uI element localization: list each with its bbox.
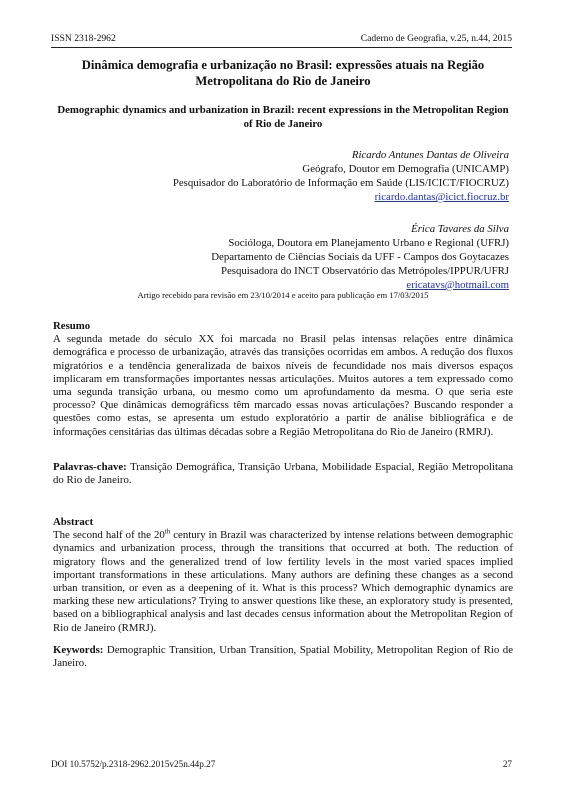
abstract-text-start: The second half of the 20 <box>53 529 165 542</box>
abstract-superscript: th <box>164 527 171 536</box>
running-header <box>51 33 512 45</box>
author-name: Érica Tavares da Silva <box>411 223 509 235</box>
title-portuguese: Dinâmica demografia e urbanização no Brasil: expressões atuais na Região Metropolitana do Rio de Janeiro <box>81 58 485 88</box>
author-name: Ricardo Antunes Dantas de Oliveira <box>351 149 509 161</box>
palavras-chave-text: Transição Demográfica, Transição Urbana, Mobilidade Espacial, Região Metropolitana do Rio de Janeiro. <box>53 461 513 487</box>
keywords-label: Keywords: <box>53 644 104 656</box>
palavras-chave-section <box>53 461 513 487</box>
page-footer <box>51 758 512 770</box>
author-affiliation: Socióloga, Doutora em Planejamento Urbano e Regional (UFRJ) <box>228 237 509 249</box>
resumo-section <box>53 320 513 439</box>
author-block-1 <box>173 148 509 204</box>
received-note: Artigo recebido para revisão em 23/10/2014 e aceito para publicação em 17/03/2015 <box>137 290 429 300</box>
doi-text: DOI 10.5752/p.2318-2962.2015v25n.44p.27 <box>51 759 216 769</box>
author-block-2 <box>211 222 509 292</box>
abstract-text-rest: century in Brazil was characterized by intense relations between demographic dynamics and urbanization process, through the transitions that occurred at both. The reduction of migratory flows and the generalized trend of low fertility levels in the most varied spaces implied important transformations in these articulations. Many authors are defining these changes as a second urban transition, or even as a deepening of it. What is this process? Which demographic dynamics are marking these new articulations? Trying to answer questions like these, an exploratory study is presented, based on a bibliographical analysis and last decades census information about the Metropolitan Region of Rio de Janeiro (RMRJ). <box>53 529 513 634</box>
journal-citation: Caderno de Geografia, v.25, n.44, 2015 <box>360 33 512 44</box>
abstract-section <box>53 516 513 635</box>
author-affiliation: Geógrafo, Doutor em Demografia (UNICAMP) <box>302 163 509 175</box>
header-rule <box>51 47 512 48</box>
author-affiliation: Departamento de Ciências Sociais da UFF - Campos dos Goytacazes <box>211 251 509 263</box>
keywords-section <box>53 644 513 670</box>
page-number: 27 <box>502 759 512 769</box>
title-english: Demographic dynamics and urbanization in Brazil: recent expressions in the Metropolitan Region of Rio de Janeiro <box>57 104 509 130</box>
resumo-text: A segunda metade do século XX foi marcada no Brasil pelas intensas relações entre dinâmica demográfica e processo de urbanização, através das transições ocorridas em ambos. A redução dos fluxos migratórios e a tendência generalizada de baixos níveis de fecundidade nos mais diversos espaços implicaram em transformações importantes nessas articulações. Muitos autores a tem expressado como uma segunda transição urbana, ou mesmo como um aprofundamento da mesma. O que seria este processo? Que dinâmicas demográficss têm marcado essas novas articulações? Buscando responder a questões como estas, se apresenta um estudo exploratório a partir de análise bibliográfica e de informações censitárias das últimas décadas sobre a Região Metropolitana do Rio de Janeiro (RMRJ). <box>53 333 513 438</box>
resumo-heading: Resumo <box>53 320 91 332</box>
author-affiliation: Pesquisadora do INCT Observatório das Metrópoles/IPPUR/UFRJ <box>220 265 509 277</box>
author-email-link[interactable]: ericatavs@hotmail.com <box>406 279 509 291</box>
abstract-heading: Abstract <box>53 516 94 528</box>
keywords-text: Demographic Transition, Urban Transition, Spatial Mobility, Metropolitan Region of Rio de Janeiro. <box>53 644 513 670</box>
author-email-link[interactable]: ricardo.dantas@icict.fiocruz.br <box>374 191 509 203</box>
palavras-chave-label: Palavras-chave: <box>53 461 127 473</box>
author-affiliation: Pesquisador do Laboratório de Informação em Saúde (LIS/ICICT/FIOCRUZ) <box>172 177 509 189</box>
issn-text: ISSN 2318-2962 <box>51 33 116 44</box>
